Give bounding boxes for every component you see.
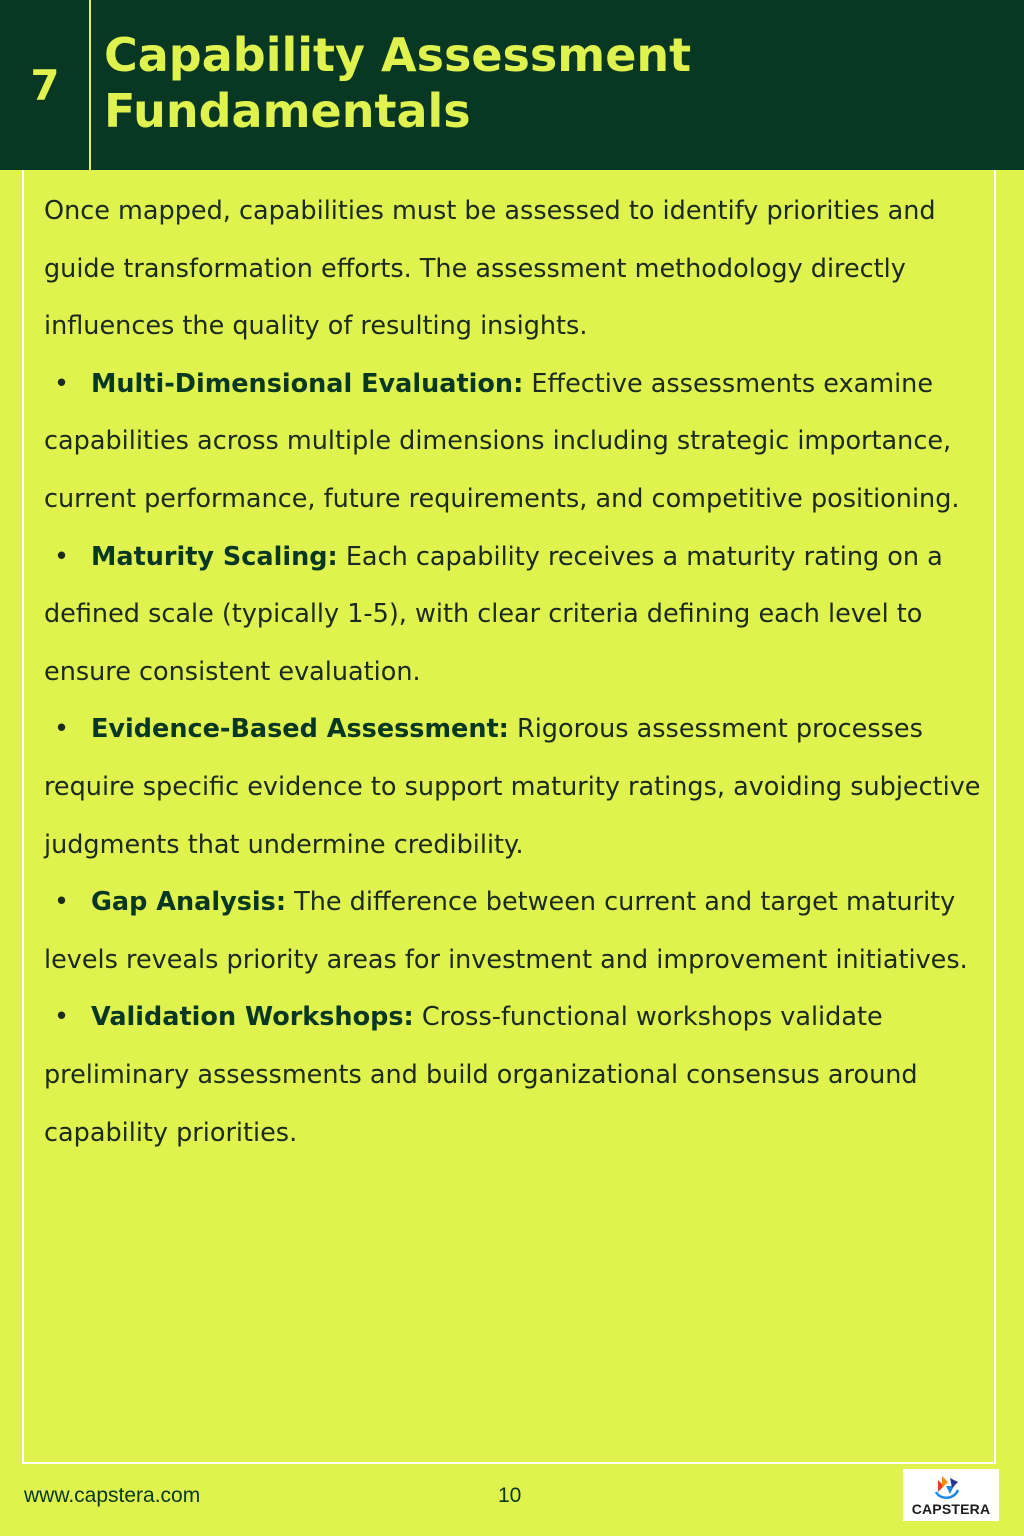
section-number: 7: [30, 60, 60, 110]
bullet-symbol: •: [54, 887, 70, 918]
capstera-logo: [903, 1469, 999, 1521]
bullet-text: Cross-functional workshops validate preliminary assessments and build organizational consensus around capability priorities.: [44, 1002, 918, 1148]
intro-paragraph: Once mapped, capabilities must be assessed to identify priorities and guide transformation efforts. The assessment methodology directly influences the quality of resulting insights.: [44, 196, 936, 342]
bullet-text: Rigorous assessment processes require specific evidence to support maturity ratings, avoiding subjective judgments that undermine credibility.: [44, 714, 981, 860]
bullet-text: Each capability receives a maturity rating on a defined scale (typically 1-5), with clear criteria defining each level to ensure consistent evaluation.: [44, 541, 943, 687]
bullet-item-maturity-scaling: [44, 529, 984, 702]
capstera-logo-text: CAPSTERA: [911, 1501, 991, 1517]
bullet-symbol: •: [54, 368, 70, 399]
bullet-text: Effective assessments examine capabilities across multiple dimensions including strategic importance, current performance, future requirements, and competitive positioning.: [44, 368, 960, 514]
bullet-symbol: •: [54, 1002, 70, 1033]
page-number: 10: [498, 1484, 522, 1507]
bullet-heading: Evidence-Based Assessment:: [91, 714, 509, 745]
bullet-item-gap-analysis: [44, 874, 984, 989]
bullet-symbol: •: [54, 541, 70, 572]
bullet-heading: Maturity Scaling:: [91, 541, 338, 572]
page-header: [0, 0, 1024, 170]
content-body: [44, 183, 984, 1162]
bullet-item-multi-dimensional-evaluation: [44, 356, 984, 529]
bullet-text: The difference between current and target maturity levels reveals priority areas for investment and improvement initiatives.: [44, 887, 968, 975]
title-line-1: Capability Assessment: [104, 28, 692, 82]
footer-website-link[interactable]: www.capstera.com: [24, 1484, 201, 1507]
title-line-2: Fundamentals: [104, 84, 471, 138]
bullet-heading: Validation Workshops:: [91, 1002, 414, 1033]
bullet-heading: Multi-Dimensional Evaluation:: [91, 368, 524, 399]
page-title: [104, 27, 1004, 139]
bullet-item-validation-workshops: [44, 989, 984, 1162]
header-divider: [89, 0, 91, 170]
bullet-symbol: •: [54, 714, 70, 745]
bullet-heading: Gap Analysis:: [91, 887, 287, 918]
bullet-item-evidence-based-assessment: [44, 701, 984, 874]
capstera-logo-icon: [930, 1472, 964, 1502]
